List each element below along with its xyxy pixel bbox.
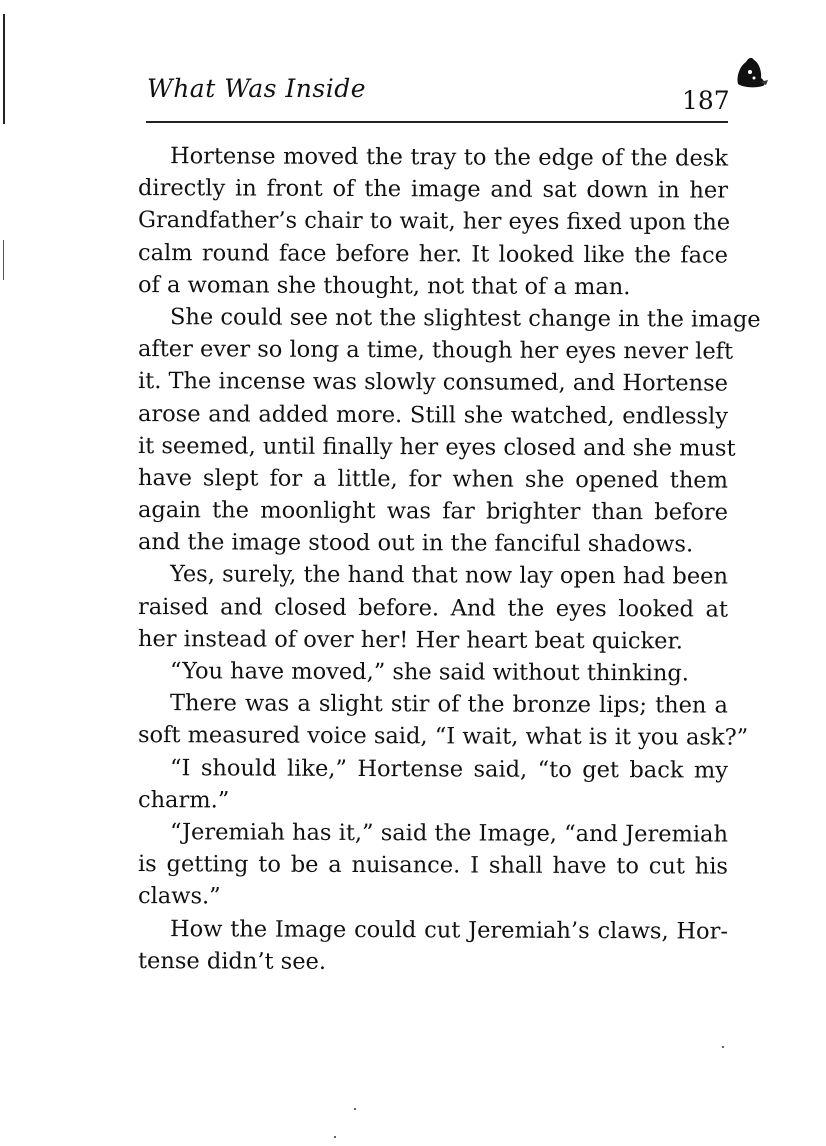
ink-blot-icon [730, 52, 770, 92]
text-line: Grandfather’s chair to wait, her eyes fixed upon the [137, 207, 731, 236]
scan-speck [722, 1046, 724, 1048]
scan-edge-mark [3, 240, 4, 280]
text-line: “I should like,” Hortense said, “to get back my [169, 754, 729, 784]
text-line: How the Image could cut Jeremiah’s claws, Hor- [169, 915, 729, 945]
text-line: Hortense moved the tray to the edge of the desk [169, 143, 729, 172]
text-line: after ever so long a time, though her eyes never left [137, 336, 734, 365]
text-line: and the image stood out in the fanciful shadows. [137, 529, 694, 558]
text-line: soft measured voice said, “I wait, what is it you ask?” [137, 722, 749, 752]
scan-speck [354, 1108, 356, 1110]
text-line: raised and closed before. And the eyes looked at [137, 593, 729, 623]
header-rule [146, 121, 728, 123]
text-line: She could see not the slightest change in the image [169, 304, 761, 333]
running-title: What Was Inside [147, 74, 366, 103]
body-text [130, 140, 761, 977]
text-line: calm round face before her. It looked like the face [137, 239, 729, 269]
text-line: Yes, surely, the hand that now lay open had been [169, 561, 729, 591]
scan-edge-mark [3, 14, 5, 124]
text-line: “You have moved,” she said without thinking. [169, 658, 690, 687]
text-line: tense didn’t see. [137, 947, 327, 975]
page-number: 187 [682, 86, 730, 115]
text-line: arose and added more. Still she watched, endlessly [137, 400, 729, 430]
text-line: have slept for a little, for when she opened them [137, 464, 729, 494]
text-line: her instead of over her! Her heart beat quicker. [137, 625, 684, 655]
text-line: of a woman she thought, not that of a man. [137, 271, 631, 300]
text-line: directly in front of the image and sat down in her [137, 175, 729, 204]
text-line: charm.” [137, 786, 230, 814]
text-line: again the moonlight was far brighter than before [137, 497, 729, 526]
scan-speck [334, 1136, 336, 1138]
text-line: it. The incense was slowly consumed, and Hortense [137, 368, 729, 397]
text-line: There was a slight stir of the bronze lips; then a [169, 690, 729, 719]
text-line: “Jeremiah has it,” said the Image, “and Jeremiah [169, 819, 729, 848]
text-line: is getting to be a nuisance. I shall have to cut his [137, 851, 729, 880]
text-line: it seemed, until finally her eyes closed and she must [137, 432, 736, 462]
text-line: claws.” [137, 883, 221, 910]
